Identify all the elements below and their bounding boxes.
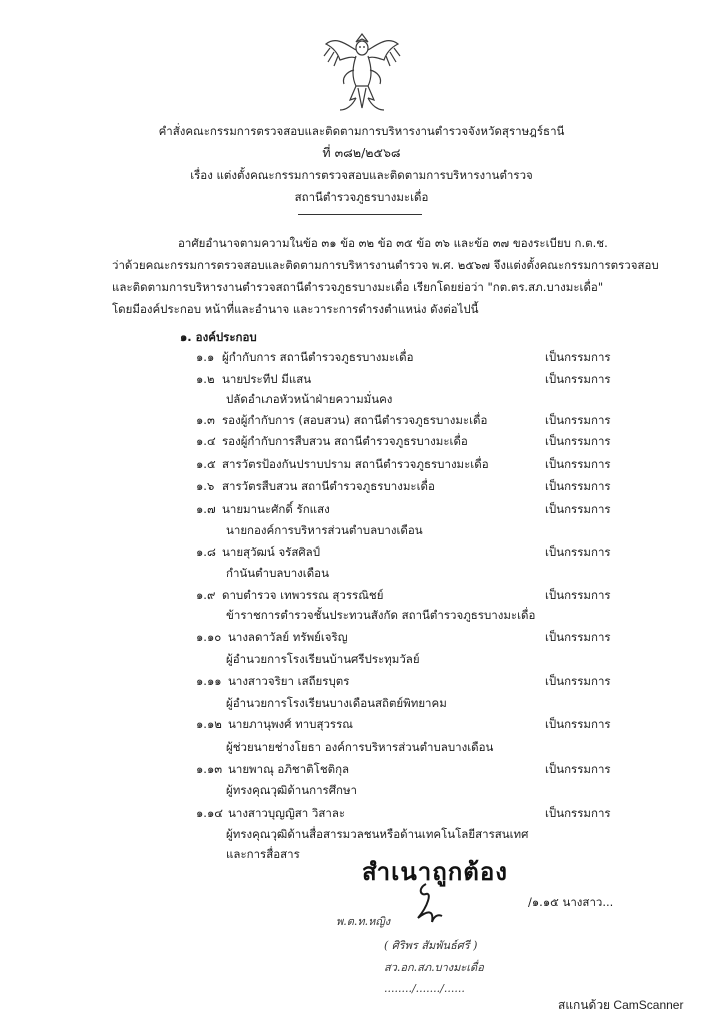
- member-name: รองผู้กำกับการสืบสวน สถานีตำรวจภูธรบางมะเดื่อ: [222, 434, 468, 448]
- member-number: ๑.๑: [196, 350, 215, 364]
- member-number: ๑.๑๓: [196, 762, 223, 776]
- member-role: เป็นกรรมการ: [545, 457, 611, 471]
- member-number: ๑.๖: [196, 479, 215, 493]
- member-number: ๑.๘: [196, 545, 216, 559]
- order-number: ที่ ๓๘๒/๒๕๖๘: [322, 145, 401, 160]
- member-number: ๑.๑๑: [196, 674, 222, 688]
- member-detail: กำนันตำบลบางเดือน: [226, 566, 329, 580]
- member-number: ๑.๑๒: [196, 717, 222, 731]
- member-detail: ผู้ช่วยนายช่างโยธา องค์การบริหารส่วนตำบลบางเดือน: [226, 740, 494, 754]
- member-name: สารวัตรป้องกันปราบปราม สถานีตำรวจภูธรบางมะเดื่อ: [222, 457, 489, 471]
- member-role: เป็นกรรมการ: [545, 588, 611, 602]
- member-detail: นายกองค์การบริหารส่วนตำบลบางเดือน: [226, 523, 423, 537]
- member-number: ๑.๕: [196, 457, 216, 471]
- intro-line-2: ว่าด้วยคณะกรรมการตรวจสอบและติดตามการบริหารงานตำรวจ พ.ศ. ๒๕๖๗ จึงแต่งตั้งคณะกรรมการตรวจสอบ: [112, 258, 659, 272]
- member-role: เป็นกรรมการ: [545, 545, 611, 559]
- scanner-watermark: สแกนด้วย CamScanner: [558, 998, 684, 1012]
- member-role: เป็นกรรมการ: [545, 806, 611, 820]
- member-number: ๑.๙: [196, 588, 216, 602]
- member-name: นางสาวบุญญิสา วิสาละ: [228, 806, 346, 820]
- section-title: ๑. องค์ประกอบ: [180, 330, 257, 344]
- order-subject-station: สถานีตำรวจภูธรบางมะเดื่อ: [294, 190, 429, 204]
- certified-copy-stamp: สำเนาถูกต้อง: [362, 858, 508, 886]
- garuda-emblem: [316, 26, 408, 118]
- member-number: ๑.๔: [196, 434, 216, 448]
- member-name: นางลดาวัลย์ ทรัพย์เจริญ: [228, 630, 348, 644]
- signer-name: ( ศิริพร สัมพันธ์ศรี ): [384, 939, 478, 952]
- signature-mark: [404, 880, 444, 930]
- member-detail: ปลัดอำเภอหัวหน้าฝ่ายความมั่นคง: [226, 392, 393, 406]
- member-role: เป็นกรรมการ: [545, 502, 611, 516]
- member-name: นายมานะศักดิ์ รักแสง: [222, 502, 330, 516]
- signer-position: สว.อก.สภ.บางมะเดื่อ: [384, 961, 484, 974]
- member-number: ๑.๒: [196, 372, 215, 386]
- member-role: เป็นกรรมการ: [545, 479, 611, 493]
- member-detail: ผู้ทรงคุณวุฒิด้านสื่อสารมวลชนหรือด้านเทคโนโลยีสารสนเทศ: [226, 827, 529, 841]
- header-divider: [298, 214, 422, 215]
- member-role: เป็นกรรมการ: [545, 413, 611, 427]
- member-role: เป็นกรรมการ: [545, 372, 611, 386]
- member-role: เป็นกรรมการ: [545, 630, 611, 644]
- order-subject: เรื่อง แต่งตั้งคณะกรรมการตรวจสอบและติดตามการบริหารงานตำรวจ: [190, 168, 533, 182]
- member-detail: ผู้อำนวยการโรงเรียนบางเดือนสถิตย์พิทยาคม: [226, 696, 447, 710]
- member-role: เป็นกรรมการ: [545, 762, 611, 776]
- member-number: ๑.๑๔: [196, 806, 223, 820]
- member-number: ๑.๓: [196, 413, 215, 427]
- member-name: นายสุวัฒน์ จรัสศิลป์: [222, 545, 321, 559]
- intro-line-1: อาศัยอำนาจตามความในข้อ ๓๑ ข้อ ๓๒ ข้อ ๓๕ ข้อ ๓๖ และข้อ ๓๗ ของระเบียบ ก.ต.ช.: [178, 236, 608, 250]
- member-name: ดาบตำรวจ เทพวรรณ สุวรรณิชย์: [222, 588, 384, 602]
- member-role: เป็นกรรมการ: [545, 717, 611, 731]
- member-number: ๑.๑๐: [196, 630, 222, 644]
- member-name: ผู้กำกับการ สถานีตำรวจภูธรบางมะเดื่อ: [222, 350, 414, 364]
- intro-line-3: และติดตามการบริหารงานตำรวจสถานีตำรวจภูธรบางมะเดื่อ เรียกโดยย่อว่า "กต.ตร.สภ.บางมะเดื่อ": [112, 280, 604, 294]
- member-detail: ผู้ทรงคุณวุฒิด้านการศึกษา: [226, 783, 358, 797]
- member-name: นายประทีป มีแสน: [222, 372, 312, 386]
- member-name: นายพาณุ อภิชาติโชติกุล: [228, 762, 350, 776]
- order-issuer: คำสั่งคณะกรรมการตรวจสอบและติดตามการบริหารงานตำรวจจังหวัดสุราษฎร์ธานี: [158, 124, 565, 138]
- member-role: เป็นกรรมการ: [545, 434, 611, 448]
- member-detail: ข้าราชการตำรวจชั้นประทวนสังกัด สถานีตำรวจภูธรบางมะเดื่อ: [226, 608, 536, 622]
- member-role: เป็นกรรมการ: [545, 350, 611, 364]
- member-name: สารวัตรสืบสวน สถานีตำรวจภูธรบางมะเดื่อ: [222, 479, 435, 493]
- signer-rank: พ.ต.ท.หญิง: [336, 915, 391, 928]
- member-name: นางสาวจริยา เสถียรบุตร: [228, 674, 350, 688]
- member-number: ๑.๗: [196, 502, 216, 516]
- member-name: นายภานุพงศ์ ทาบสุวรรณ: [228, 717, 353, 731]
- member-detail: ผู้อำนวยการโรงเรียนบ้านศรีประทุมวัลย์: [226, 652, 420, 666]
- intro-line-4: โดยมีองค์ประกอบ หน้าที่และอำนาจ และวาระการดำรงตำแหน่ง ดังต่อไปนี้: [112, 302, 479, 316]
- signature-date-line: ......../......./......: [384, 982, 465, 995]
- member-detail: และการสื่อสาร: [226, 847, 300, 861]
- member-role: เป็นกรรมการ: [545, 674, 611, 688]
- next-page-marker: /๑.๑๕ นางสาว...: [528, 895, 614, 909]
- member-name: รองผู้กำกับการ (สอบสวน) สถานีตำรวจภูธรบางมะเดื่อ: [222, 413, 488, 427]
